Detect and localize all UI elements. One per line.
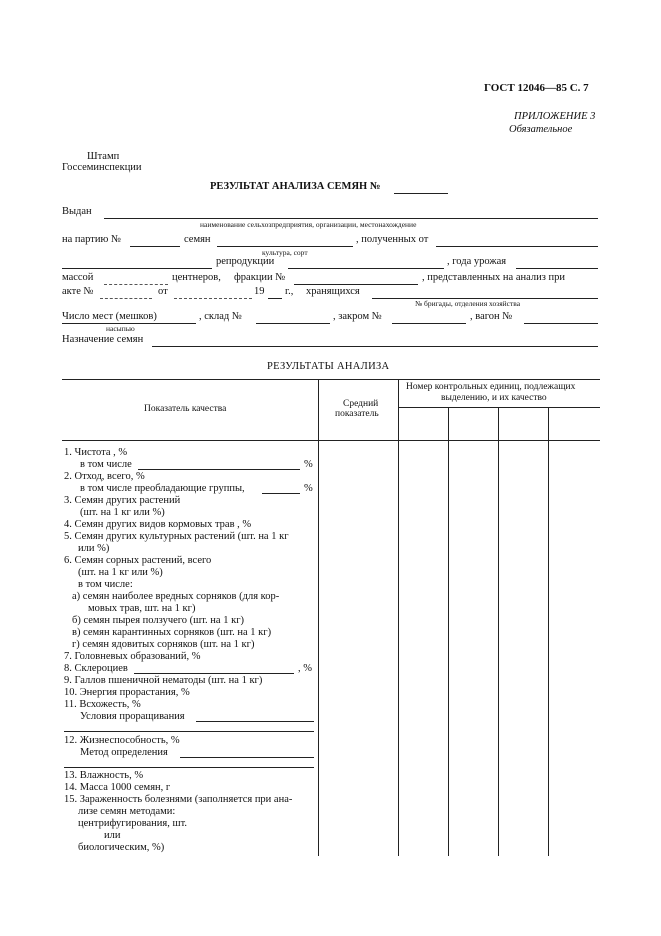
harvest-year-label: , года урожая (447, 256, 507, 267)
table-col-divider-4 (498, 407, 499, 856)
sclerotia-pct: , % (298, 663, 312, 674)
table-col-divider-3 (448, 407, 449, 856)
row-other-plants: 3. Семян других растений (64, 495, 181, 506)
waste-groups-field[interactable] (262, 493, 300, 494)
stamp-label: Штамп (87, 151, 120, 162)
row-poisonous-weeds: г) семян ядовитых сорняков (шт. на 1 кг) (72, 639, 255, 650)
viability-method-field-2[interactable] (64, 767, 314, 768)
row-sclerotia: 8. Склероциев (64, 663, 128, 674)
issued-field[interactable] (104, 218, 598, 219)
wagon-label: , вагон № (470, 311, 513, 322)
row-nematode: 9. Галлов пшеничной нематоды (шт. на 1 кг) (64, 675, 263, 686)
sclerotia-field[interactable] (134, 673, 294, 674)
purity-including-pct: % (304, 459, 313, 470)
warehouse-label: , склад № (199, 311, 242, 322)
row-germination-conditions: Условия проращивания (80, 711, 185, 722)
year-19-label: 19 (254, 286, 265, 297)
purity-including-field[interactable] (138, 469, 300, 470)
table-col-divider-1 (318, 379, 319, 856)
header-average-2: показатель (335, 409, 379, 419)
row-diseases-methods: лизе семян методами: (78, 806, 176, 817)
batch-label: на партию № (62, 234, 121, 245)
row-smut: 7. Головневых образований, % (64, 651, 201, 662)
wagon-field[interactable] (524, 323, 598, 324)
row-purity: 1. Чистота , % (64, 447, 128, 458)
header-average-1: Средний (343, 399, 379, 409)
header-indicator: Показатель качества (144, 404, 227, 414)
gost-number: ГОСТ 12046—85 С. 7 (484, 82, 589, 94)
row-cultivated-plants-unit: или %) (78, 543, 110, 554)
crop-hint: культура, сорт (262, 248, 308, 257)
table-top-border (62, 379, 600, 380)
row-weeds-unit: (шт. на 1 кг или %) (78, 567, 163, 578)
table-header-border (62, 440, 600, 441)
row-moisture: 13. Влажность, % (64, 770, 144, 781)
row-weeds-including: в том числе: (78, 579, 133, 590)
stored-label: хранящихся (306, 286, 360, 297)
table-col-divider-5 (548, 407, 549, 856)
row-viability: 12. Жизнеспособность, % (64, 735, 180, 746)
row-viability-method: Метод определения (80, 747, 168, 758)
warehouse-field[interactable] (256, 323, 330, 324)
row-germination-energy: 10. Энергия прорастания, % (64, 687, 190, 698)
places-label: Число мест (мешков) (62, 311, 157, 322)
act-field[interactable] (100, 298, 152, 299)
received-from-label: , полученных от (356, 234, 429, 245)
row-forage-grass: 4. Семян других видов кормовых трав , % (64, 519, 252, 530)
row-waste: 2. Отход, всего, % (64, 471, 145, 482)
document-title: РЕЗУЛЬТАТ АНАЛИЗА СЕМЯН № (210, 181, 381, 192)
germination-conditions-field-2[interactable] (64, 731, 314, 732)
bin-label: , закром № (333, 311, 382, 322)
row-diseases: 15. Зараженность болезнями (заполняется при ана- (64, 794, 293, 805)
row-mass-1000: 14. Масса 1000 семян, г (64, 782, 171, 793)
row-other-plants-unit: (шт. на 1 кг или %) (80, 507, 165, 518)
mass-label: массой (62, 272, 94, 283)
submitted-label: , представленных на анализ при (422, 272, 565, 283)
row-biological: биологическим, %) (78, 842, 165, 853)
bin-field[interactable] (392, 323, 466, 324)
reproduction-field[interactable] (288, 268, 444, 269)
title-number-field[interactable] (394, 193, 448, 194)
row-cultivated-plants: 5. Семян других культурных растений (шт. на 1 кг (64, 531, 289, 542)
year-field[interactable] (268, 298, 282, 299)
row-waste-groups: в том числе преобладающие группы, (80, 483, 245, 494)
header-units-2: выделению, и их качество (441, 393, 547, 403)
row-weeds-harmful: а) семян наиболее вредных сорняков (для кор- (72, 591, 280, 602)
bulk-hint: насыпью (106, 324, 135, 333)
batch-field[interactable] (130, 246, 180, 247)
purpose-field[interactable] (152, 346, 598, 347)
received-from-field[interactable] (436, 246, 598, 247)
row-centrifugation: центрифугирования, шт. (78, 818, 188, 829)
table-subheader-border (398, 407, 600, 408)
harvest-year-field[interactable] (516, 268, 598, 269)
viability-method-field[interactable] (180, 757, 314, 758)
results-title: РЕЗУЛЬТАТЫ АНАЛИЗА (267, 361, 390, 372)
row-purity-including: в том числе (80, 459, 132, 470)
reproduction-label: репродукции (216, 256, 275, 267)
germination-conditions-field[interactable] (196, 721, 314, 722)
fraction-label: фракции № (234, 272, 286, 283)
row-quarantine-weeds: в) семян карантинных сорняков (шт. на 1 кг) (72, 627, 272, 638)
row-germination: 11. Всхожесть, % (64, 699, 141, 710)
act-from-label: от (158, 286, 168, 297)
row-or: или (104, 830, 121, 841)
stamp-org: Госсеминспекции (62, 162, 142, 173)
seeds-label: семян (184, 234, 211, 245)
mass-field[interactable] (104, 284, 168, 285)
purpose-label: Назначение семян (62, 334, 144, 345)
year-suffix-label: г., (285, 286, 294, 297)
table-col-divider-2 (398, 379, 399, 856)
act-label: акте № (62, 286, 94, 297)
row-weeds-harmful-unit: мовых трав, шт. на 1 кг) (88, 603, 196, 614)
issued-hint: наименование сельхозпредприятия, организации, местонахождение (200, 220, 417, 229)
appendix-label: ПРИЛОЖЕНИЕ 3 (514, 111, 596, 122)
issued-label: Выдан (62, 206, 92, 217)
centners-label: центнеров, (172, 272, 221, 283)
row-weeds: 6. Семян сорных растений, всего (64, 555, 212, 566)
mandatory-label: Обязательное (509, 124, 573, 135)
seeds-field[interactable] (217, 246, 353, 247)
reproduction-prefix-field[interactable] (62, 268, 212, 269)
row-couch-grass: б) семян пырея ползучего (шт. на 1 кг) (72, 615, 244, 626)
act-date-field[interactable] (174, 298, 252, 299)
brigade-hint: № бригады, отделения хозяйства (415, 299, 521, 308)
fraction-field[interactable] (294, 284, 418, 285)
header-units-1: Номер контрольных единиц, подлежащих (406, 382, 576, 392)
waste-groups-pct: % (304, 483, 313, 494)
